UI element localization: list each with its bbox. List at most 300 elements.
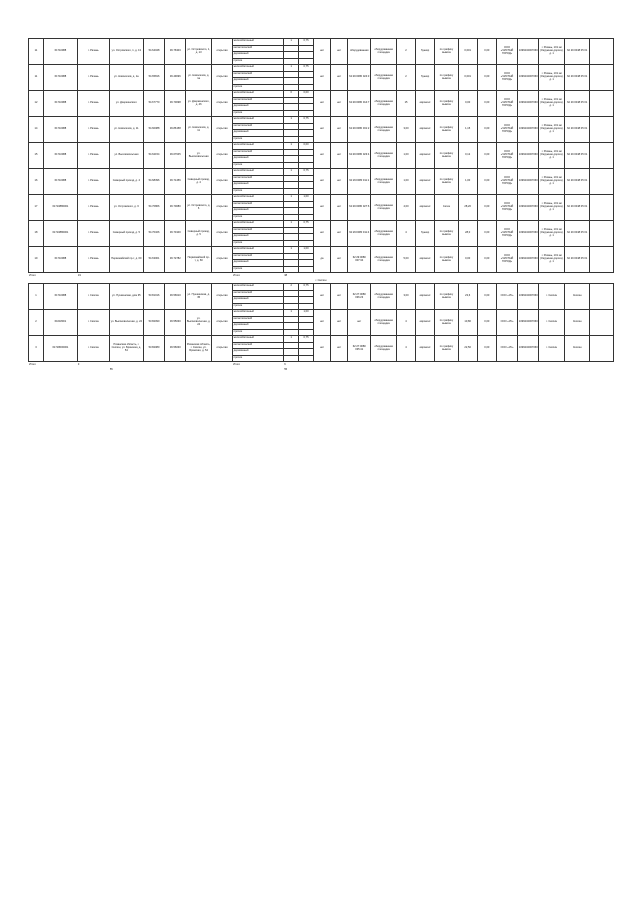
cell-freq: по графику вывоза (435, 143, 458, 169)
cell-addr: Северный проезд, д. 4 (186, 169, 212, 195)
cell-lon: 39.86158 (165, 117, 186, 143)
cell-vol: 15 (396, 91, 415, 117)
cell-num: 19 (29, 247, 44, 273)
cell-f2: нет (331, 336, 348, 362)
cell-f1: да (314, 247, 331, 273)
cell-ktype: евроконт (416, 195, 435, 221)
cell-vol2: 0,00 (477, 336, 496, 362)
cell-addr: ул. Островского, 1, д. 13 (186, 39, 212, 65)
cell-freq: по графику вывоза (435, 65, 458, 91)
cell-inn: 62 29 0048 05 01 (564, 143, 590, 169)
container-type-label: металлический (233, 201, 284, 208)
container-type-label: металлический (233, 149, 284, 156)
cell-ins: ООО «ЧИСТЫЙ ГОРОД» (496, 65, 517, 91)
table-row (29, 336, 614, 343)
cell-ins: ООО «УК» (496, 284, 517, 310)
cell-code: 61710088 (43, 143, 77, 169)
cell-city: г. Рязань (77, 169, 109, 195)
cell-vol2: 0,00 (477, 247, 496, 273)
cell-freq: по графику вывоза (435, 221, 458, 247)
cell-pcount: 1,00 (299, 310, 314, 317)
cell-empty (590, 284, 614, 310)
cell-surface: оборудованная площадка (371, 284, 397, 310)
container-type-label: железобетонный (233, 143, 284, 150)
cell-empty (590, 310, 614, 336)
cell-uaddr: г. Скопин (539, 336, 565, 362)
after-empty-2 (331, 368, 614, 373)
cell-street: Рязанская область, г. Скопин, ул. Брянская, д. 54 (109, 336, 143, 362)
container-type-label: металлический (233, 316, 284, 323)
cell-vol2: 0,00 (477, 117, 496, 143)
container-type-label: железобетонный (233, 310, 284, 317)
cell-ptype: 1 (284, 117, 299, 124)
container-type-label: деревянный (233, 104, 284, 111)
cell-city: г. Скопин (77, 310, 109, 336)
cell-kadast: 62:29:0080 011:1 (348, 169, 371, 195)
cell-ktype: евроконт (416, 91, 435, 117)
cell-f1: нет (314, 65, 331, 91)
cell-ptype: 1 (284, 310, 299, 317)
table-row (29, 169, 614, 176)
cell-ogrn: 1096234007060 (518, 310, 539, 336)
container-type-label: деревянный (233, 182, 284, 189)
cell-stat: открытая (211, 310, 232, 336)
cell-inn: 62 29 0048 05 01 (564, 169, 590, 195)
cell-pcount: 0,75 (299, 284, 314, 291)
cell-surface: оборудованная площадка (371, 143, 397, 169)
cell-ptype: 1 (284, 195, 299, 202)
after-value-b: 55 (284, 368, 288, 372)
container-type-label: прочие (233, 329, 284, 336)
cell-empty (590, 195, 614, 221)
cell-pcount: 1,00 (299, 195, 314, 202)
cell-vol: 4 (396, 336, 415, 362)
cell-pcount: 0,00 (299, 143, 314, 150)
cell-vol: 2 (396, 65, 415, 91)
cell-ins: ООО «ЧИСТЫЙ ГОРОД» (496, 39, 517, 65)
container-type-label: металлический (233, 175, 284, 182)
cell-ins: ООО «ЧИСТЫЙ ГОРОД» (496, 117, 517, 143)
cell-uaddr: г. Рязань, 101 км (Окружная дорога), д. 1 (539, 169, 565, 195)
total-label-2: Итого (233, 273, 240, 277)
cell-addr: ул. Высоковольтная, д. 24 (186, 310, 212, 336)
cell-code: 61710880001 (43, 195, 77, 221)
container-type-label: деревянный (233, 297, 284, 304)
cell-code: 61710880001 (43, 221, 77, 247)
cell-cap: 22,50 (458, 336, 477, 362)
cell-surface: оборудованная площадка (371, 247, 397, 273)
cell-num: 11 (29, 65, 44, 91)
cell-vol2: 0,00 (477, 91, 496, 117)
cell-cap: 0,12 (458, 143, 477, 169)
cell-ptype: 1 (284, 221, 299, 228)
cell-street: Первомайский пр-т, д. 60 (109, 247, 143, 273)
cell-ktype: евроконт (416, 117, 435, 143)
cell-ktype: евроконт (416, 169, 435, 195)
cell-pcount: 0,75 (299, 169, 314, 176)
cell-empty (590, 169, 614, 195)
cell-lon: 39.56030 (165, 336, 186, 362)
cell-vol: 2 (396, 39, 415, 65)
cell-ins: ООО «ЧИСТЫЙ ГОРОД» (496, 247, 517, 273)
cell-f1: нет (314, 117, 331, 143)
cell-vol: 4 (396, 221, 415, 247)
cell-street: ул. Высоковольтная (109, 143, 143, 169)
cell-lat: 54.70326 (143, 221, 164, 247)
total-label-2: Итого (233, 362, 240, 366)
cell-ins: ООО «ЧИСТЫЙ ГОРОД» (496, 195, 517, 221)
cell-city: г. Рязань (77, 221, 109, 247)
cell-city: г. Скопин (77, 336, 109, 362)
cell-empty (590, 65, 614, 91)
cell-cap: 1,15 (458, 117, 477, 143)
cell-surface: оборудованная площадка (371, 221, 397, 247)
table-row (29, 221, 614, 228)
container-type-label: прочие (233, 303, 284, 310)
cell-f2: нет (331, 195, 348, 221)
container-type-label: железобетонный (233, 39, 284, 46)
cell-surface: оборудованная площадка (371, 91, 397, 117)
container-type-label: прочие (233, 110, 284, 117)
cell-code: 61710088 (43, 39, 77, 65)
table-row (29, 65, 614, 72)
cell-freq: по графику вывоза (435, 91, 458, 117)
cell-freq: по графику вывоза (435, 39, 458, 65)
cell-surface: оборудованная площадка (371, 336, 397, 362)
cell-kadast: 62:29:0080 023:4 (348, 143, 371, 169)
cell-vol: 1,00 (396, 143, 415, 169)
cell-addr: Северный проезд, д. 5 (186, 221, 212, 247)
cell-num: 18 (29, 221, 44, 247)
cell-code: 61618001 (43, 310, 77, 336)
cell-cap: 10,80 (458, 310, 477, 336)
cell-vol: 3,00 (396, 117, 415, 143)
container-type-label: деревянный (233, 234, 284, 241)
cell-lat: 54.68396 (143, 169, 164, 195)
cell-f2: нет (331, 221, 348, 247)
cell-empty (590, 117, 614, 143)
cell-lat: 53.82080 (143, 336, 164, 362)
container-type-label: прочие (233, 240, 284, 247)
cell-num: 11 (29, 39, 44, 65)
container-type-label: деревянный (233, 156, 284, 163)
cell-uaddr: г. Рязань, 101 км (Окружная дорога), д. 1 (539, 91, 565, 117)
cell-freq: по графику вывоза (435, 169, 458, 195)
cell-inn: Скопин (564, 310, 590, 336)
cell-ptype: 1 (284, 39, 299, 46)
container-type-label: железобетонный (233, 91, 284, 98)
cell-cap: 28,20 (458, 195, 477, 221)
cell-uaddr: г. Рязань, 101 км (Окружная дорога), д. 1 (539, 143, 565, 169)
cell-lat: 53.81016 (143, 284, 164, 310)
cell-surface: оборудованная площадка (371, 195, 397, 221)
cell-uaddr: г. Скопин (539, 284, 565, 310)
cell-addr: ул. Высоковольтная (186, 143, 212, 169)
cell-inn: Скопин (564, 336, 590, 362)
cell-ogrn: 1096234007060 (518, 169, 539, 195)
cell-freq: по графику вывоза (435, 117, 458, 143)
cell-vol: 4 (396, 310, 415, 336)
cell-addr: Рязанская область, г. Скопин, ул. Брянская, д. 54 (186, 336, 212, 362)
cell-vol: 3,00 (396, 284, 415, 310)
cell-street: Северный проезд, д. 5 (109, 221, 143, 247)
cell-f2: нет (331, 91, 348, 117)
cell-lat: 54.63001 (143, 247, 164, 273)
cell-stat: открытая (211, 195, 232, 221)
cell-empty (590, 247, 614, 273)
cell-lat: 54.65816 (143, 65, 164, 91)
cell-code: 61710088 (43, 284, 77, 310)
table-row (29, 247, 614, 254)
container-type-label: металлический (233, 123, 284, 130)
cell-inn: 62 29 0048 05 01 (564, 91, 590, 117)
cell-cap: 23,6 (458, 284, 477, 310)
cell-f1: нет (314, 336, 331, 362)
cell-cap: 0,001 (458, 65, 477, 91)
cell-inn: 62 29 0048 05 01 (564, 221, 590, 247)
cell-stat: открытая (211, 169, 232, 195)
cell-num: 16 (29, 169, 44, 195)
table-row (29, 91, 614, 98)
container-type-label: железобетонный (233, 65, 284, 72)
cell-empty (590, 221, 614, 247)
cell-ktype: бункер (416, 65, 435, 91)
container-type-label: железобетонный (233, 247, 284, 254)
cell-vol2: 0,00 (477, 310, 496, 336)
cell-lon: 39.70098 (165, 91, 186, 117)
cell-cap: 0,001 (458, 39, 477, 65)
cell-addr: ул. Дзержинского, д. 46 (186, 91, 212, 117)
cell-f2: нет (331, 247, 348, 273)
cell-code: 61718000001 (43, 336, 77, 362)
table-row (29, 284, 614, 291)
cell-vol2: 0,00 (477, 39, 496, 65)
container-type-label: прочие (233, 188, 284, 195)
cell-inn: Скопин (564, 284, 590, 310)
cell-f2: нет (331, 169, 348, 195)
cell-freq: по графику вывоза (435, 336, 458, 362)
after-value-a: 55 (109, 368, 113, 372)
cell-stat: открытая (211, 284, 232, 310)
cell-city: г. Рязань (77, 195, 109, 221)
registry-table (28, 38, 614, 373)
cell-surface: оборудованная площадка (371, 39, 397, 65)
cell-lat: 54.70866 (143, 195, 164, 221)
container-type-label: металлический (233, 227, 284, 234)
cell-code: 61710088 (43, 247, 77, 273)
cell-ins: ООО «ЧИСТЫЙ ГОРОД» (496, 221, 517, 247)
cell-stat: открытая (211, 143, 232, 169)
cell-lat: 54.62154 (143, 143, 164, 169)
container-type-label: деревянный (233, 52, 284, 59)
cell-inn: 62 29 0048 05 01 (564, 65, 590, 91)
cell-stat: открытая (211, 117, 232, 143)
cell-vol2: 0,00 (477, 65, 496, 91)
cell-f1: нет (314, 221, 331, 247)
cell-empty (590, 91, 614, 117)
cell-ins: ООО «ЧИСТЫЙ ГОРОД» (496, 143, 517, 169)
cell-f1: нет (314, 195, 331, 221)
cell-ins: ООО «УК» (496, 310, 517, 336)
container-type-label: металлический (233, 253, 284, 260)
cell-ktype: евроконт (416, 143, 435, 169)
cell-ptype: 0 (284, 91, 299, 98)
cell-lon: 39.67645 (165, 143, 186, 169)
container-type-label: прочие (233, 266, 284, 273)
cell-surface: оборудованная площадка (371, 310, 397, 336)
container-type-label: металлический (233, 290, 284, 297)
cell-f1: нет (314, 310, 331, 336)
cell-kadast: 62:27:0080 036:23 (348, 284, 371, 310)
cell-cap: 0,00 (458, 247, 477, 273)
cell-ptype: 1 (284, 65, 299, 72)
cell-ktype: евроконт (416, 247, 435, 273)
cell-ogrn: 1096234007060 (518, 117, 539, 143)
cell-street: ул. Островского, 1, д. 13 (109, 39, 143, 65)
cell-ptype: 1 (284, 169, 299, 176)
cell-stat: открытая (211, 336, 232, 362)
cell-num: 12 (29, 91, 44, 117)
cell-kadast: 62:29:0080 027:6 (348, 195, 371, 221)
cell-kadast: оборудованная (348, 39, 371, 65)
cell-num: 3 (29, 336, 44, 362)
cell-kadast: 62:29:0080 014:7 (348, 91, 371, 117)
after-totals-row (29, 368, 614, 373)
total-label: Итого (29, 273, 36, 277)
cell-pcount: 0,75 (299, 221, 314, 228)
cell-ptype: 1 (284, 336, 299, 343)
cell-inn: 62 29 0048 05 01 (564, 39, 590, 65)
cell-ogrn: 1096234007060 (518, 39, 539, 65)
cell-freq: по графику вывоза (435, 247, 458, 273)
cell-num: 15 (29, 143, 44, 169)
cell-addr: Первомайский пр-т, д. 60 (186, 247, 212, 273)
cell-kadast: 62:29:0080 007:34 (348, 247, 371, 273)
cell-addr: ул. Пушкинская, д. 35 (186, 284, 212, 310)
cell-lon: 39.70080 (165, 195, 186, 221)
cell-pcount: 0,75 (299, 336, 314, 343)
cell-lat: 54.60088 (143, 117, 164, 143)
cell-ptype: 1 (284, 247, 299, 254)
container-type-label: деревянный (233, 349, 284, 356)
cell-f2: нет (331, 65, 348, 91)
cell-ktype: бункер (416, 39, 435, 65)
cell-uaddr: г. Скопин (539, 310, 565, 336)
cell-kadast: 62:29:0080 024:3 (348, 65, 371, 91)
cell-ogrn: 1096234007060 (518, 195, 539, 221)
container-type-label: деревянный (233, 78, 284, 85)
container-type-label: деревянный (233, 260, 284, 267)
cell-f1: нет (314, 169, 331, 195)
cell-ktype: евроконт (416, 310, 435, 336)
cell-city: г. Рязань (77, 117, 109, 143)
cell-uaddr: г. Рязань, 101 км (Окружная дорога), д. 1 (539, 117, 565, 143)
cell-ptype: 1 (284, 143, 299, 150)
container-type-label: прочие (233, 58, 284, 65)
cell-code: 61710088 (43, 117, 77, 143)
cell-ins: ООО «УК» (496, 336, 517, 362)
cell-surface: оборудованная площадка (371, 169, 397, 195)
cell-f2: нет (331, 284, 348, 310)
container-type-label: железобетонный (233, 195, 284, 202)
cell-city: г. Рязань (77, 65, 109, 91)
cell-ptype: 2 (284, 284, 299, 291)
cell-code: 61710088 (43, 65, 77, 91)
cell-pcount: 0,75 (299, 117, 314, 124)
container-type-label: прочие (233, 355, 284, 362)
cell-f2: нет (331, 39, 348, 65)
cell-empty (590, 39, 614, 65)
cell-inn: 62 29 0048 05 01 (564, 117, 590, 143)
cell-f2: нет (331, 143, 348, 169)
table-row (29, 39, 614, 46)
cell-ogrn: 1096234007060 (518, 221, 539, 247)
cell-uaddr: г. Рязань, 101 км (Окружная дорога), д. 1 (539, 221, 565, 247)
cell-vol2: 0,00 (477, 169, 496, 195)
container-type-label: железобетонный (233, 169, 284, 176)
cell-num: 1 (29, 284, 44, 310)
cell-f1: нет (314, 143, 331, 169)
cell-lon: 39.55030 (165, 310, 186, 336)
cell-num: 17 (29, 195, 44, 221)
container-type-label: прочие (233, 214, 284, 221)
cell-ktype: евроконт (416, 336, 435, 362)
cell-uaddr: г. Рязань, 101 км (Окружная дорога), д. 1 (539, 195, 565, 221)
cell-uaddr: г. Рязань, 101 км (Окружная дорога), д. 1 (539, 247, 565, 273)
after-empty (29, 368, 110, 373)
cell-ogrn: 1096234007060 (518, 143, 539, 169)
total-count: 3 (77, 362, 80, 366)
cell-surface: оборудованная площадка (371, 65, 397, 91)
cell-num: 14 (29, 117, 44, 143)
cell-uaddr: г. Рязань, 101 км (Окружная дорога), д. 1 (539, 39, 565, 65)
total-count-2: 6 (284, 362, 286, 366)
cell-ogrn: 1096234007060 (518, 65, 539, 91)
container-type-label: деревянный (233, 208, 284, 215)
cell-surface: оборудованная площадка (371, 117, 397, 143)
container-type-label: металлический (233, 45, 284, 52)
cell-vol: 1,00 (396, 169, 415, 195)
cell-street: ул. Новоселов, д. 11 (109, 117, 143, 143)
cell-f1: нет (314, 284, 331, 310)
cell-stat: открытая (211, 221, 232, 247)
cell-ktype: бункер (416, 221, 435, 247)
container-type-label: деревянный (233, 130, 284, 137)
cell-addr: ул. Островского, д. 6 (186, 195, 212, 221)
container-type-label: прочие (233, 162, 284, 169)
cell-lat: 54.67770 (143, 91, 164, 117)
cell-kadast: нет (348, 310, 371, 336)
cell-city: г. Рязань (77, 91, 109, 117)
cell-ktype: евроконт (416, 284, 435, 310)
cell-lat: 54.64048 (143, 39, 164, 65)
total-count-2: 38 (284, 273, 288, 277)
cell-uaddr: г. Рязань, 101 км (Окружная дорога), д. 1 (539, 65, 565, 91)
cell-lon: 39.72782 (165, 247, 186, 273)
cell-f2: нет (331, 310, 348, 336)
cell-kadast: 62:29:0080 011:4 (348, 221, 371, 247)
cell-inn: 62 29 0048 05 01 (564, 247, 590, 273)
cell-ins: ООО «ЧИСТЫЙ ГОРОД» (496, 91, 517, 117)
cell-ogrn: 1096234007060 (518, 284, 539, 310)
cell-freq: по графику вывоза (435, 310, 458, 336)
cell-cap: 0,00 (458, 91, 477, 117)
cell-pcount: 1,00 (299, 247, 314, 254)
cell-city: г. Рязань (77, 143, 109, 169)
cell-lon: 39.56610 (165, 284, 186, 310)
container-type-label: железобетонный (233, 284, 284, 291)
cell-addr: ул. Новоселов, д. 1а (186, 65, 212, 91)
